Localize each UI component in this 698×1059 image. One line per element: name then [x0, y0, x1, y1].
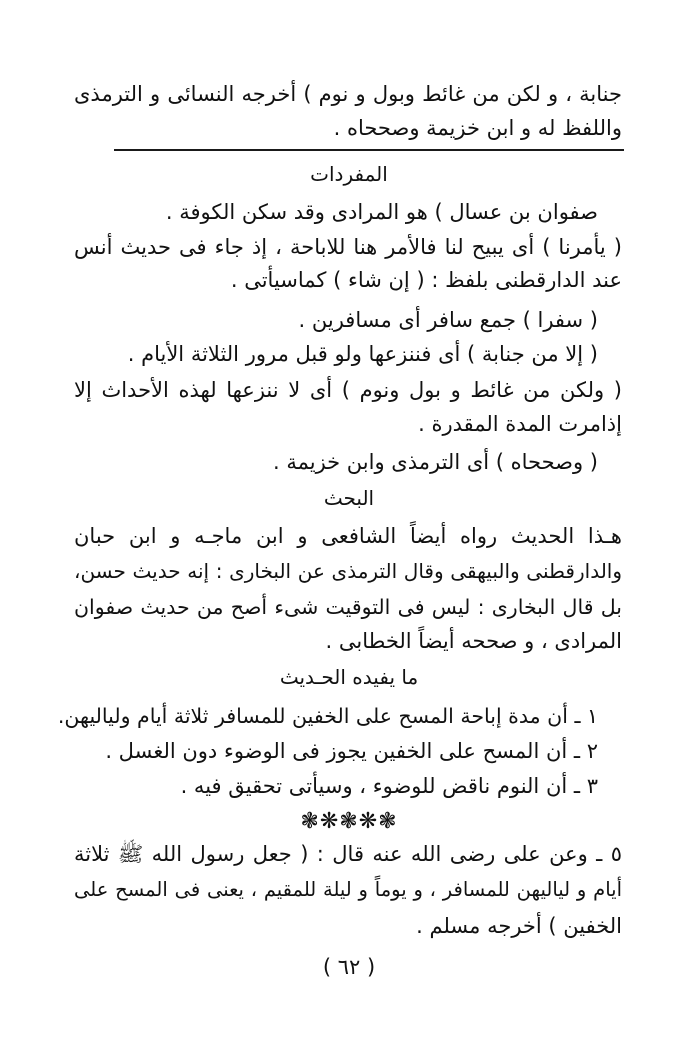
page-number: ( ٦٢ ): [322, 955, 376, 979]
vocab-line-5: ( إلا من جنابة ) أى فننزعها ولو قبل مرور الثلاثة الأيام .: [127, 342, 598, 366]
research-line-4: المرادى ، و صححه أيضاً الخطابى .: [325, 629, 622, 653]
vocab-line-2: ( يأمرنا ) أى يبيح لنا فالأمر هنا للاباحة ، إذ جاء فى حديث أنس: [74, 235, 622, 259]
vocab-line-3: عند الدارقطنى بلفظ : ( إن شاء ) كماسيأتى .: [230, 268, 622, 292]
heading-benefits: ما يفيده الحـديث: [279, 665, 419, 689]
vocab-line-7: إذامرت المدة المقدرة .: [418, 412, 622, 436]
research-line-2: والدارقطنى والبيهقى وقال الترمذى عن البخارى : إنه حديث حسن،: [74, 559, 622, 583]
hadith-line-1: ٥ ـ وعن على رضى الله عنه قال : ( جعل رسول الله ﷺ ثلاثة: [74, 842, 622, 866]
vocab-line-4: ( سفرا ) جمع سافر أى مسافرين .: [298, 308, 598, 332]
heading-research: البحث: [323, 486, 375, 510]
top-paragraph-line-2: واللفظ له و ابن خزيمة وصححاه .: [333, 116, 622, 140]
research-line-1: هـذا الحديث رواه أيضاً الشافعى و ابن ماجـه و ابن حبان: [74, 524, 622, 548]
top-paragraph-line-1: جنابة ، و لكن من غائط وبول و نوم ) أخرجه النسائى و الترمذى: [74, 82, 622, 106]
hadith-line-2: أيام و لياليهن للمسافر ، و يوماً و ليلة للمقيم ، يعنى فى المسح على: [74, 878, 622, 901]
benefit-line-2: ٢ ـ أن المسح على الخفين يجوز فى الوضوء دون الغسل .: [105, 739, 598, 763]
hadith-line-3: الخفين ) أخرجه مسلم .: [416, 914, 622, 938]
vocab-line-8: ( وصححاه ) أى الترمذى وابن خزيمة .: [272, 450, 598, 474]
heading-vocabulary: المفردات: [310, 162, 388, 186]
vocab-line-6: ( ولكن من غائط و بول ونوم ) أى لا ننزعها لهذه الأحداث إلا: [74, 378, 622, 402]
benefit-line-3: ٣ ـ أن النوم ناقض للوضوء ، وسيأتى تحقيق فيه .: [180, 774, 598, 798]
ornament-divider: ❃❋❃❋❃: [300, 809, 398, 834]
separator-rule: [114, 149, 624, 151]
vocab-line-1: صفوان بن عسال ) هو المرادى وقد سكن الكوفة .: [165, 200, 598, 224]
benefit-line-1: ١ ـ أن مدة إباحة المسح على الخفين للمسافر ثلاثة أيام ولياليهن.: [57, 704, 598, 728]
research-line-3: بل قال البخارى : ليس فى التوقيت شىء أصح من حديث صفوان: [74, 595, 622, 619]
